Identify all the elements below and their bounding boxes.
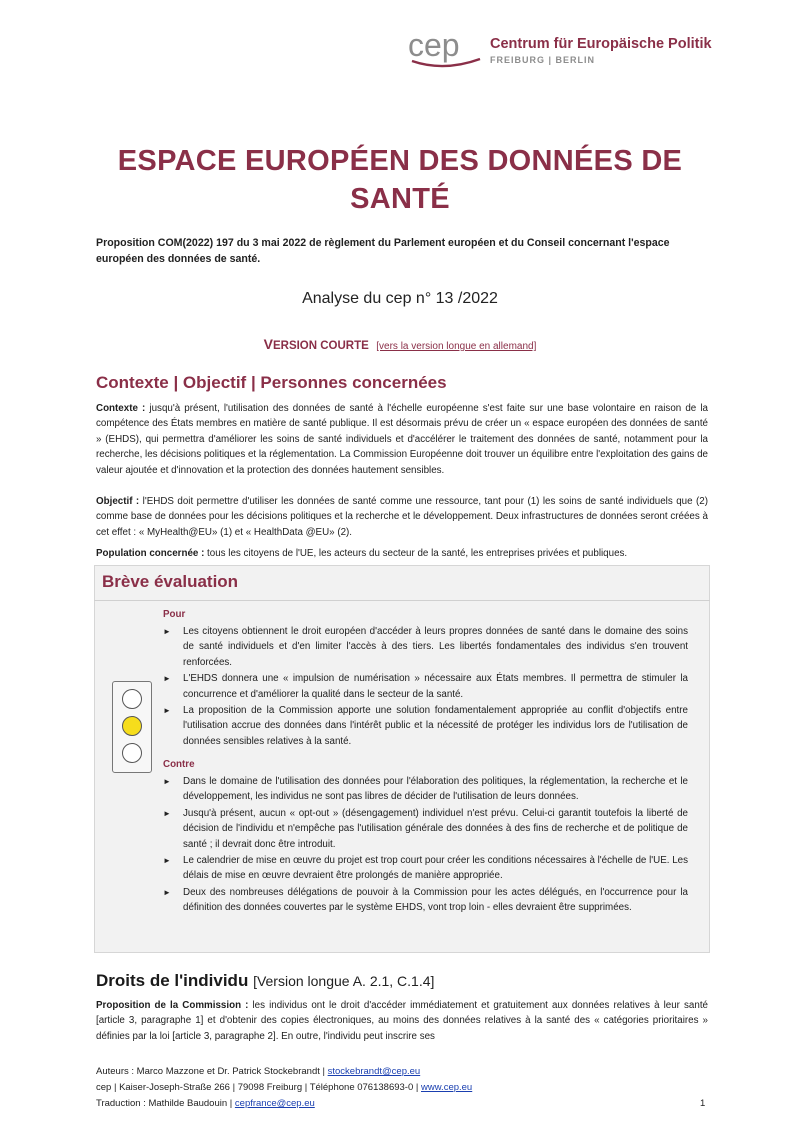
traffic-light-icon	[112, 681, 152, 773]
cep-logo-icon	[406, 26, 484, 70]
version-label-initial: V	[263, 336, 273, 352]
contre-label: Contre	[163, 759, 195, 770]
subtitle-text: Proposition COM(2022) 197 du 3 mai 2022 de règlement du Parlement européen et du Conseil concernant l'espace européen des données de santé.	[96, 237, 670, 265]
bullet-icon: ►	[163, 887, 171, 897]
rights-text: les individus ont le droit d'accéder immédiatement et gratuitement aux données relatives à leur santé [article 3, paragraphe 1] et d'obtenir des copies électroniques, au moins des données relatives à la santé des « catégories prioritaires » définies par la loi [article 3, paragraphe 2]. En outre, l'individu peut inscrire ses	[96, 1000, 708, 1042]
traffic-light-green-lamp	[122, 743, 142, 763]
authors-email-link[interactable]: stockebrandt@cep.eu	[327, 1066, 421, 1077]
context-label: Contexte :	[96, 403, 146, 414]
objective-paragraph	[96, 494, 708, 540]
list-item: ► Dans le domaine de l'utilisation des données pour l'élaboration des politiques, la réglementation, la recherche et le développement, les individus ne sont pas libres de décider de l'utilisation de leurs données.	[163, 776, 688, 803]
list-item: ► Les citoyens obtiennent le droit européen d'accéder à leurs propres données de santé dans le domaine des soins de santé individuels et d'en limiter l'accès à des tiers. Les libertés fondamentales des individus s'en trouvent renforcées.	[163, 626, 688, 668]
population-text: tous les citoyens de l'UE, les acteurs du secteur de la santé, les entreprises privées et publiques.	[204, 548, 628, 559]
rights-heading	[96, 971, 434, 991]
footer-authors: Auteurs : Marco Mazzone et Dr. Patrick Stockebrandt | stockebrandt@cep.eu	[96, 1066, 421, 1077]
list-item: ► Jusqu'à présent, aucun « opt-out » (désengagement) individuel n'est prévu. Celui-ci garantit toutefois la liberté de décision de l'individu et n'empêche pas l'utilisation générale des données à des fins de recherche et de politique de santé ; il devrait donc être introduit.	[163, 807, 688, 850]
footer-translation: Traduction : Mathilde Baudouin | cepfrance@cep.eu	[96, 1098, 315, 1109]
org-name: Centrum für Europäische Politik	[490, 36, 712, 52]
bullet-icon: ►	[163, 808, 171, 818]
objective-label: Objectif :	[96, 496, 140, 507]
list-item: ► Le calendrier de mise en œuvre du projet est trop court pour créer les conditions nécessaires à l'échelle de l'UE. Les délais de mise en œuvre devraient être prolongés de manière appropriée.	[163, 855, 688, 882]
pour-list	[163, 624, 688, 750]
traffic-light-yellow-lamp	[122, 716, 142, 736]
context-heading: Contexte | Objectif | Personnes concernées	[96, 373, 447, 392]
evaluation-divider	[94, 600, 710, 601]
population-paragraph	[96, 546, 708, 561]
context-text: jusqu'à présent, l'utilisation des données de santé à l'échelle européenne s'est faite sur une base volontaire en raison de la compétence des États membres en matière de santé publique. Il est désormais prévu de créer un « espace européen des données de santé » (EHDS), qui permettra d'améliorer les soins de santé individuels et d'accélérer le traitement des données de santé, notamment pour la recherche, les décisions politiques et la réglementation. La Commission Européenne doit trouver un équilibre entre l'exploitation des gains de valeur ajoutée et d'innovation et la protection des données hautement sensibles.	[96, 403, 708, 476]
bullet-icon: ►	[163, 627, 171, 636]
version-line	[0, 336, 800, 354]
website-link[interactable]: www.cep.eu	[421, 1082, 473, 1093]
context-paragraph	[96, 401, 708, 478]
analysis-number: Analyse du cep n° 13 /2022	[302, 290, 498, 307]
footer-address: cep | Kaiser-Joseph-Straße 266 | 79098 Freiburg | Téléphone 076138693-0 | www.cep.eu	[96, 1082, 473, 1093]
objective-text: l'EHDS doit permettre d'utiliser les données de santé comme une ressource, tant pour (1) les soins de santé individuels que (2) comme base de données pour les décisions politiques et la recherche et le développement. Deux infrastructures de données seront créées à cet effet : « MyHealth@EU» (1) et « HealthData @EU» (2).	[96, 496, 708, 538]
contre-list	[163, 774, 688, 917]
list-item: ► Deux des nombreuses délégations de pouvoir à la Commission pour les actes délégués, en l'occurrence pour la définition des données couvertes par le système EHDS, vont trop loin - elles devraient être supprimées.	[163, 886, 688, 914]
rights-reference: [Version longue A. 2.1, C.1.4]	[253, 973, 435, 989]
bullet-icon: ►	[163, 777, 171, 786]
bullet-icon: ►	[163, 706, 171, 716]
bullet-icon: ►	[163, 856, 171, 866]
traffic-light-red-lamp	[122, 689, 142, 709]
pour-label: Pour	[163, 609, 186, 620]
document-title: ESPACE EUROPÉEN DES DONNÉES DE SANTÉ	[117, 145, 683, 216]
version-label-rest: ERSION COURTE	[272, 340, 369, 352]
rights-paragraph	[96, 998, 708, 1044]
logo-text: cep	[408, 27, 460, 63]
page-number: 1	[700, 1098, 706, 1109]
rights-heading-text: Droits de l'individu	[96, 971, 249, 990]
rights-label: Proposition de la Commission :	[96, 1000, 249, 1011]
list-item: ► L'EHDS donnera une « impulsion de numérisation » nécessaire aux États membres. Il permettra de stimuler la concurrence et d'améliorer la qualité dans le secteur de la santé.	[163, 673, 688, 700]
list-item: ► La proposition de la Commission apporte une solution fondamentalement appropriée au conflit d'objectifs entre l'utilisation accrue des données dans l'intérêt public et la nécessité de protéger les individus lors de l'utilisation de données sensibles relatives à la santé.	[163, 705, 688, 747]
document-subtitle	[96, 236, 708, 268]
translation-email-link[interactable]: cepfrance@cep.eu	[234, 1098, 315, 1109]
population-label: Population concernée :	[96, 548, 205, 559]
bullet-icon: ►	[163, 674, 171, 684]
org-cities: FREIBURG | BERLIN	[490, 55, 596, 65]
long-version-link[interactable]: [vers la version longue en allemand]	[376, 341, 537, 352]
evaluation-heading: Brève évaluation	[102, 572, 239, 591]
